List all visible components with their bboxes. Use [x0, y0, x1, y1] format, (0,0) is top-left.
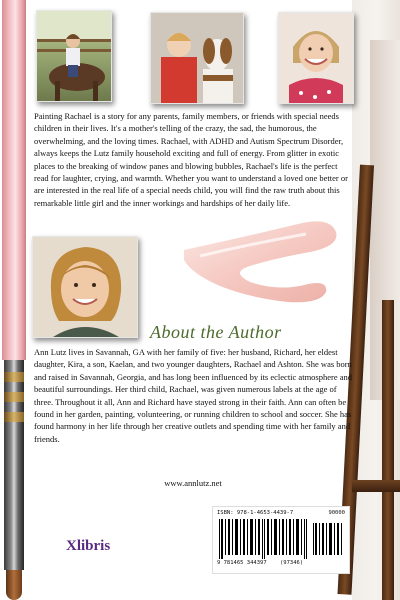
paint-brush-illustration — [0, 0, 30, 600]
book-description-text: Painting Rachael is a story for any parents, family members, or friends with special needs children in their lives. It's a mother's telling of the crazy, the sad, the humorous, the overwhelming, and the loving times. Rachael, with ADHD and Autism Spectrum Disorder, always keeps the Lutz family household exciting and full of energy. From glitter in exotic places to the breaking of window panes and blowing bubbles, Rachael's life is the perfect read for laughter, crying, and warmth. Whether you want to understand a loved one better or are interested in the real life of a special needs child, you will find the raw truth about this remarkable little girl and the inner workings and hardships of her daily life. — [34, 111, 348, 208]
barcode-price-code: 90000 — [328, 510, 345, 516]
barcode-extra-digits: (97346) — [279, 560, 304, 566]
isbn-barcode — [212, 506, 350, 574]
author-bio — [34, 346, 352, 445]
photo-girl-on-horse — [36, 10, 112, 102]
barcode-bars — [217, 519, 345, 559]
photo-girl-with-dog — [150, 12, 244, 104]
author-photo — [32, 236, 138, 338]
publisher-logo: Xlibris — [66, 538, 111, 554]
author-bio-text: Ann Lutz lives in Savannah, GA with her family of five: her husband, Richard, her eldest daughter, Kira, a son, Kaelan, and two younger daughters, Rachael and Ashton. She was born and raised in Savannah, Georgia, and has long been influenced by its eclectic atmosphere and beautiful surroundings. Her third child, Rachael, was given numerous labels at the age of three. Throughout it all, Ann and Richard have stayed strong in their faith. Ann can often be found in her garden, painting, volunteering, or running children to school and soccer. She has found harmony in her life through her creative outlets and spending time with her family and friends. — [34, 347, 353, 444]
easel-illustration — [352, 0, 400, 600]
author-website-link[interactable]: www.annlutz.net — [164, 478, 222, 488]
about-the-author-heading: About the Author — [150, 322, 282, 342]
book-description — [34, 110, 352, 209]
isbn-number: ISBN: 978-1-4653-4439-7 — [217, 510, 294, 516]
photo-smiling-girl — [278, 12, 354, 104]
barcode-digits — [217, 560, 345, 566]
paint-swoosh-illustration — [180, 200, 350, 310]
barcode-main-digits: 9 781465 344397 — [217, 560, 267, 566]
